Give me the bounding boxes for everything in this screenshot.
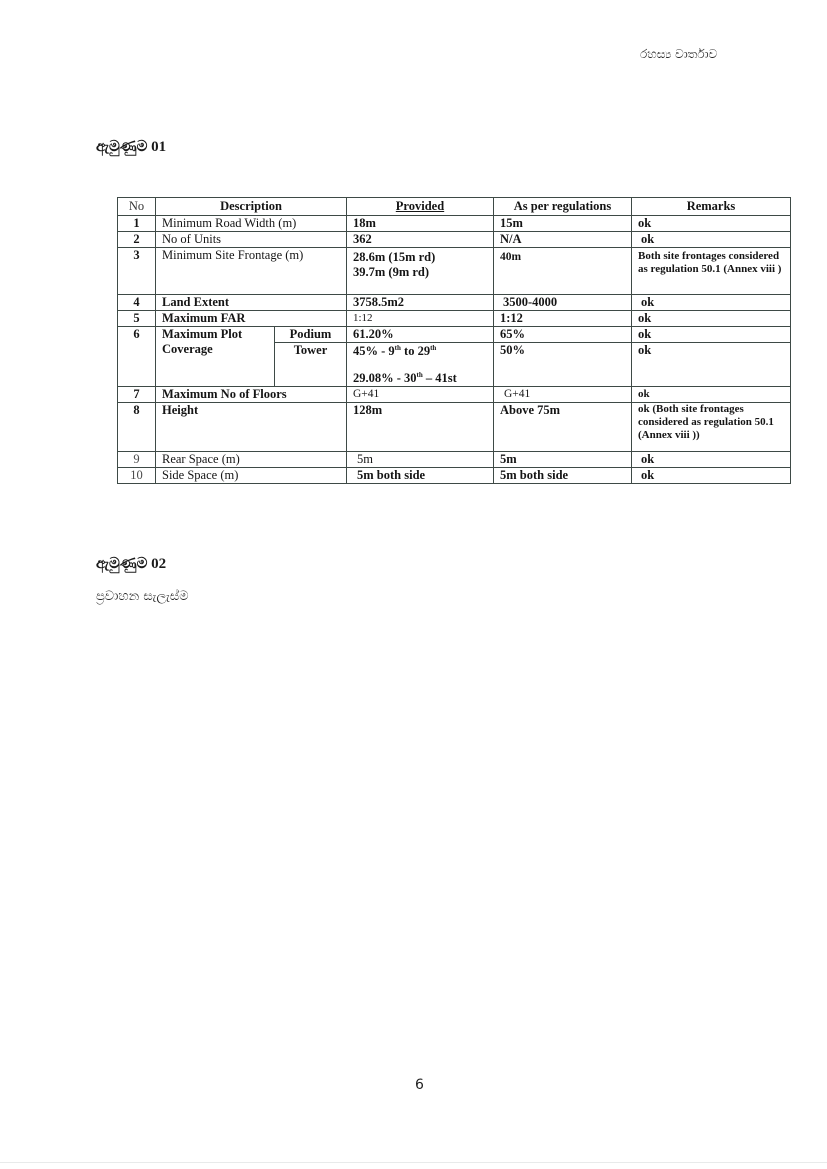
row-sub-label-podium: Podium — [275, 327, 347, 343]
table-row — [118, 248, 791, 295]
row-remarks: ok — [632, 311, 791, 327]
provided-line-2: 39.7m (9m rd) — [353, 265, 430, 279]
table-row — [118, 311, 791, 327]
row-remarks: ok — [632, 295, 791, 311]
row-no: 9 — [118, 452, 156, 468]
provided-line-1: 28.6m (15m rd) — [353, 250, 436, 264]
annex-02-heading: ඇමුණුම 02 — [96, 556, 167, 572]
regulation-compliance-table — [117, 197, 791, 484]
row-description: Rear Space (m) — [156, 452, 347, 468]
table-row — [118, 387, 791, 403]
superscript: th — [394, 343, 401, 352]
annex-02-subtitle: ප්‍රවාහන සැලැස්ම — [96, 589, 189, 604]
row-remarks — [632, 403, 791, 452]
row-no: 3 — [118, 248, 156, 295]
page-number: 6 — [415, 1077, 424, 1093]
row-remarks: ok — [632, 387, 791, 403]
table-row — [118, 295, 791, 311]
row-provided-tower — [347, 343, 494, 387]
row-remarks: ok — [632, 216, 791, 232]
provided-line-2 — [353, 371, 487, 386]
remarks-text: Both site frontages considered as regulation 50.1 (Annex viii ) — [638, 250, 782, 275]
row-provided — [347, 248, 494, 295]
remarks-text: ok (Both site frontages considered as regulation 50.1 (Annex viii )) — [638, 403, 774, 441]
row-no: 7 — [118, 387, 156, 403]
row-remarks: ok — [632, 468, 791, 484]
row-description: Maximum No of Floors — [156, 387, 347, 403]
row-description: Minimum Road Width (m) — [156, 216, 347, 232]
row-regulation: G+41 — [494, 387, 632, 403]
column-header-provided: Provided — [347, 198, 494, 216]
scan-edge-divider — [0, 1162, 827, 1163]
row-regulation: 5m — [494, 452, 632, 468]
row-regulation: 40m — [494, 248, 632, 295]
column-header-no: No — [118, 198, 156, 216]
row-provided: G+41 — [347, 387, 494, 403]
table-row — [118, 216, 791, 232]
text: 29.08% - 30 — [353, 371, 417, 385]
row-sub-label-tower: Tower — [275, 343, 347, 387]
superscript: th — [430, 343, 437, 352]
row-remarks: ok — [632, 452, 791, 468]
column-header-as-per-regulations: As per regulations — [494, 198, 632, 216]
row-remarks — [632, 248, 791, 295]
row-no: 8 — [118, 403, 156, 452]
table-row — [118, 452, 791, 468]
row-description: Side Space (m) — [156, 468, 347, 484]
row-regulation: 15m — [494, 216, 632, 232]
row-description: Maximum FAR — [156, 311, 347, 327]
row-remarks-tower: ok — [632, 343, 791, 387]
row-provided-podium: 61.20% — [347, 327, 494, 343]
row-description: Maximum Plot Coverage — [156, 327, 275, 387]
row-provided: 3758.5m2 — [347, 295, 494, 311]
row-regulation: N/A — [494, 232, 632, 248]
row-regulation-podium: 65% — [494, 327, 632, 343]
column-header-remarks: Remarks — [632, 198, 791, 216]
row-provided: 5m both side — [347, 468, 494, 484]
row-provided: 362 — [347, 232, 494, 248]
table-row — [118, 327, 791, 343]
row-no: 10 — [118, 468, 156, 484]
column-header-description: Description — [156, 198, 347, 216]
confidential-report-label: රහස්‍ය වාර්තාව — [640, 47, 718, 61]
row-regulation: Above 75m — [494, 403, 632, 452]
row-no: 1 — [118, 216, 156, 232]
row-regulation: 1:12 — [494, 311, 632, 327]
row-remarks: ok — [632, 232, 791, 248]
row-no: 5 — [118, 311, 156, 327]
row-provided: 1:12 — [347, 311, 494, 327]
row-provided: 128m — [347, 403, 494, 452]
row-no: 4 — [118, 295, 156, 311]
table-row — [118, 232, 791, 248]
table-header-row — [118, 198, 791, 216]
row-provided: 5m — [347, 452, 494, 468]
row-description: Height — [156, 403, 347, 452]
row-regulation: 5m both side — [494, 468, 632, 484]
text: 45% - 9 — [353, 344, 395, 358]
row-regulation: 3500-4000 — [494, 295, 632, 311]
row-no: 6 — [118, 327, 156, 387]
provided-line-1 — [353, 344, 487, 359]
table-row — [118, 403, 791, 452]
row-regulation-tower: 50% — [494, 343, 632, 387]
row-description: No of Units — [156, 232, 347, 248]
superscript: th — [416, 370, 423, 379]
text: to 29 — [400, 344, 431, 358]
annex-01-heading: ඇමුණුම 01 — [96, 139, 167, 155]
row-remarks-podium: ok — [632, 327, 791, 343]
row-provided: 18m — [347, 216, 494, 232]
table-row — [118, 468, 791, 484]
row-no: 2 — [118, 232, 156, 248]
row-description: Minimum Site Frontage (m) — [156, 248, 347, 295]
row-description: Land Extent — [156, 295, 347, 311]
text: – 41st — [422, 371, 457, 385]
